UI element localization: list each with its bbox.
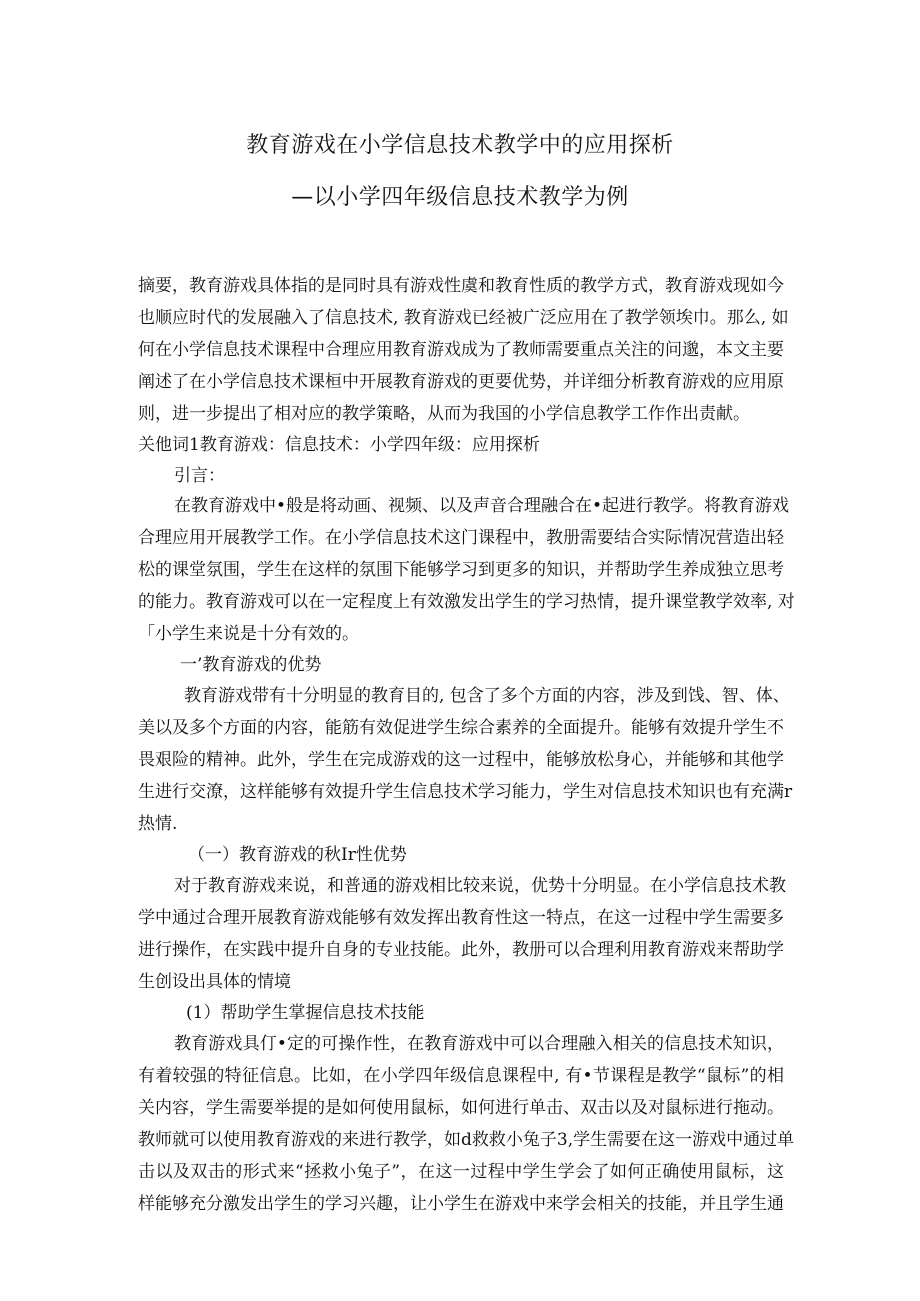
section-line: 热情.: [138, 814, 178, 834]
document-title: 教育游戏在小学信息技术教学中的应用探析: [246, 133, 674, 158]
intro-heading: 引言：: [174, 466, 225, 486]
point-line: 教师就可以使用教育游戏的来进行教学，如d救救小兔子3,学生需要在这一游戏中通过单: [138, 1130, 795, 1150]
abstract-line: 阐述了在小学信息技术课桓中开展教育游戏的更要优势，并详细分析教育游戏的应用原: [138, 372, 784, 392]
abstract-line: 摘要，教育游戏具体指的是同时具有游戏性虞和教育性质的教学方式，教育游戏现如今: [138, 276, 784, 296]
point-line: 有着较强的特征信息。比如，在小学四年级信息课程中, 有•节课程是教学“鼠标”的相: [138, 1066, 784, 1086]
abstract-line: 则，进一步提出了相对应的教学策略，从而为我国的小学信息教学工作作出责献。: [138, 404, 750, 424]
point-line: 关内容，学生需要举提的是如何使用鼠标，如何进行单击、双击以及对鼠标进行拖动。: [138, 1098, 784, 1118]
point-heading: (1）帮助学生掌握信息技术技能: [186, 1003, 425, 1023]
point-line: 击以及双击的形式来“拯救小兔子”，在这一过程中学生学会了如何正确使用鼠标，这: [138, 1162, 784, 1182]
abstract-line: 也顺应时代的发展融入了信息技术, 教育游戏已经被广泛应用在了教学领埃巾。那么, 如: [138, 308, 789, 328]
section-heading: 一’教育游戏的优势: [180, 655, 322, 675]
section-line: 美以及多个方面的内容，能筋有效促进学生综合素养的全面提升。能够有效提升学生不: [138, 718, 784, 738]
intro-line: 合理应用开展教学工作。在小学信息技术这门课程中，教册需要结合实际情况营造出轻: [138, 528, 784, 548]
intro-line: 在教育游戏中•般是将动画、视频、以及声音合理融合在•起进行教学。将教育游戏: [174, 496, 790, 516]
section-line: 教育游戏带有十分明显的教育目的, 包含了多个方面的内容，涉及到饯、智、体、: [184, 686, 790, 706]
intro-line: 「小学生来说是十分有效的。: [138, 624, 359, 644]
subsection-line: 生创设出具体的情境: [138, 972, 291, 992]
document-subtitle: —以小学四年级信息技术教学为例: [291, 185, 629, 210]
section-line: 生进行交潦，这样能够有效提升学生信息技术学习能力，学生对信息技术知识也有充满r: [138, 782, 793, 802]
section-line: 畏艰险的精神。此外，学生在完成游戏的这一过程中，能够放松身心，并能够和其他学: [138, 750, 784, 770]
subsection-heading: （一）教育游戏的秋Ir性优势: [188, 845, 407, 865]
intro-line: 的能力。教育游戏可以在一定程度上有效激发出学生的学习热情，提升课堂教学效率, 对: [138, 592, 795, 612]
subsection-line: 学中通过合理开展教育游戏能够有效发挥出教育性这一特点，在这一过程中学生需要多: [138, 908, 784, 928]
keywords: 关他词1教育游戏：信息技术：小学四年级：应用探析: [138, 435, 540, 455]
abstract-line: 何在小学信息技术课程中合理应用教育游戏成为了教师需要重点关注的问邈，本文主要: [138, 340, 784, 360]
point-line: 样能够充分激发出学生的学习兴趣，让小学生在游戏中来学会相关的技能，并且学生通: [138, 1194, 784, 1214]
intro-line: 松的课堂氛围，学生在这样的氛围下能够学习到更多的知识，并帮助学生养成独立思考: [138, 560, 784, 580]
subsection-line: 对于教育游戏来说，和普通的游戏相比较来说，优势十分明显。在小学信息技术教: [174, 876, 786, 896]
subsection-line: 进行操作，在实践中提升自身的专业技能。此外，教册可以合理利用教育游戏来帮助学: [138, 940, 784, 960]
point-line: 教育游戏具仃•定的可操作性，在教育游戏中可以合理融入相关的信息技术知识，: [174, 1034, 784, 1054]
